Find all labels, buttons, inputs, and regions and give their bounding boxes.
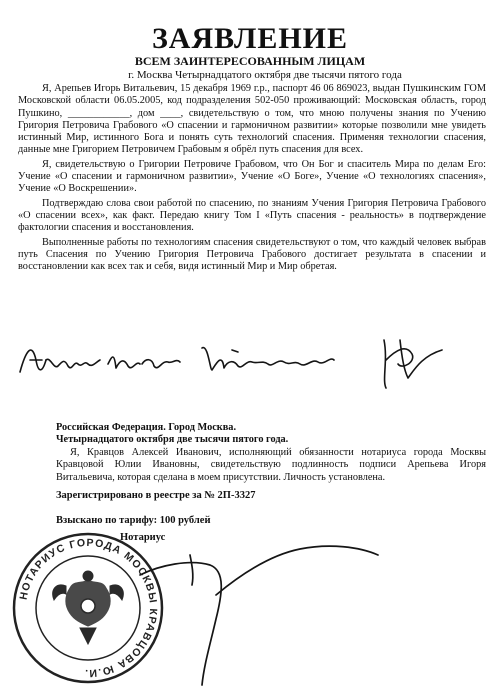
paragraph-4: Выполненные работы по технологиям спасения свидетельствуют о том, что каждый человек выбрав путь Спасения по Учению Григория Петровича Грабового достигает результата в спасении и восстановлении как всех так и себя, видя истинный Мир и Мир обретая. [18, 236, 486, 273]
fee-line: Взыскано по тарифу: 100 рублей [56, 515, 211, 526]
statement-body [18, 83, 486, 275]
notary-location: Российская Федерация. Город Москва. [56, 422, 237, 433]
svg-text:НОТАРИУС ГОРОДА МОСКВЫ КРАВЦОВ: НОТАРИУС ГОРОДА МОСКВЫ КРАВЦОВА Ю.И. [17, 536, 160, 680]
applicant-signature [12, 330, 492, 390]
notary-text: Я, Кравцов Алексей Иванович, исполняющий обязанности нотариуса города Москвы Кравцовой Юлии Ивановны, свидетельствую подлинность подписи Арепьева Игоря Витальевича, которая сделана в моем присутствии. Личность установлена. [56, 446, 486, 483]
document-title: ЗАЯВЛЕНИЕ [151, 22, 349, 55]
notary-role-label: Нотариус [120, 532, 166, 543]
notary-signature [130, 535, 390, 695]
paragraph-2: Я, свидетельствую о Григории Петровиче Грабовом, что Он Бог и спаситель Мира по делам Его: Учение «О спасении и гармоничном развитии», Учение «О Боге», Учение «О технологиях спасения», Учение «О Воскрешении». [18, 158, 486, 195]
paragraph-3: Подтверждаю слова свои работой по спасению, по знаниям Учения Григория Петровича Грабового «О спасении всех», как факт. Передаю книгу Том I «Путь спасения - реальность» в подтверждение фактологии спасения и восстановления. [18, 197, 486, 234]
addressee-line: ВСЕМ ЗАИНТЕРЕСОВАННЫМ ЛИЦАМ [134, 54, 366, 68]
notary-certification [56, 422, 486, 484]
paragraph-1: Я, Арепьев Игорь Витальевич, 15 декабря 1969 г.р., паспорт 46 06 869023, выдан Пушкинским ГОМ Московской области 06.05.2005, код подразделения 502-050 проживающий: Московская область, город Пушкино, ____________, дом ____, свидетельствую о том, что мною получены знания по Учению Григория Петровича Грабового «О спасении и гармоничном развитии» которые позволили мне увидеть истинный Мир, истинного Бога и понять суть технологий спасения. Применяя технологии спасения, данные мне Григорием Петровичем Грабовым я обрёл путь спасения для всех. [18, 83, 486, 156]
notary-date: Четырнадцатого октября две тысячи пятого года. [56, 434, 289, 446]
registry-number: Зарегистрировано в реестре за № 2П-3327 [56, 490, 256, 501]
place-date-line: г. Москва Четырнадцатого октября две тысячи пятого года [128, 69, 402, 81]
